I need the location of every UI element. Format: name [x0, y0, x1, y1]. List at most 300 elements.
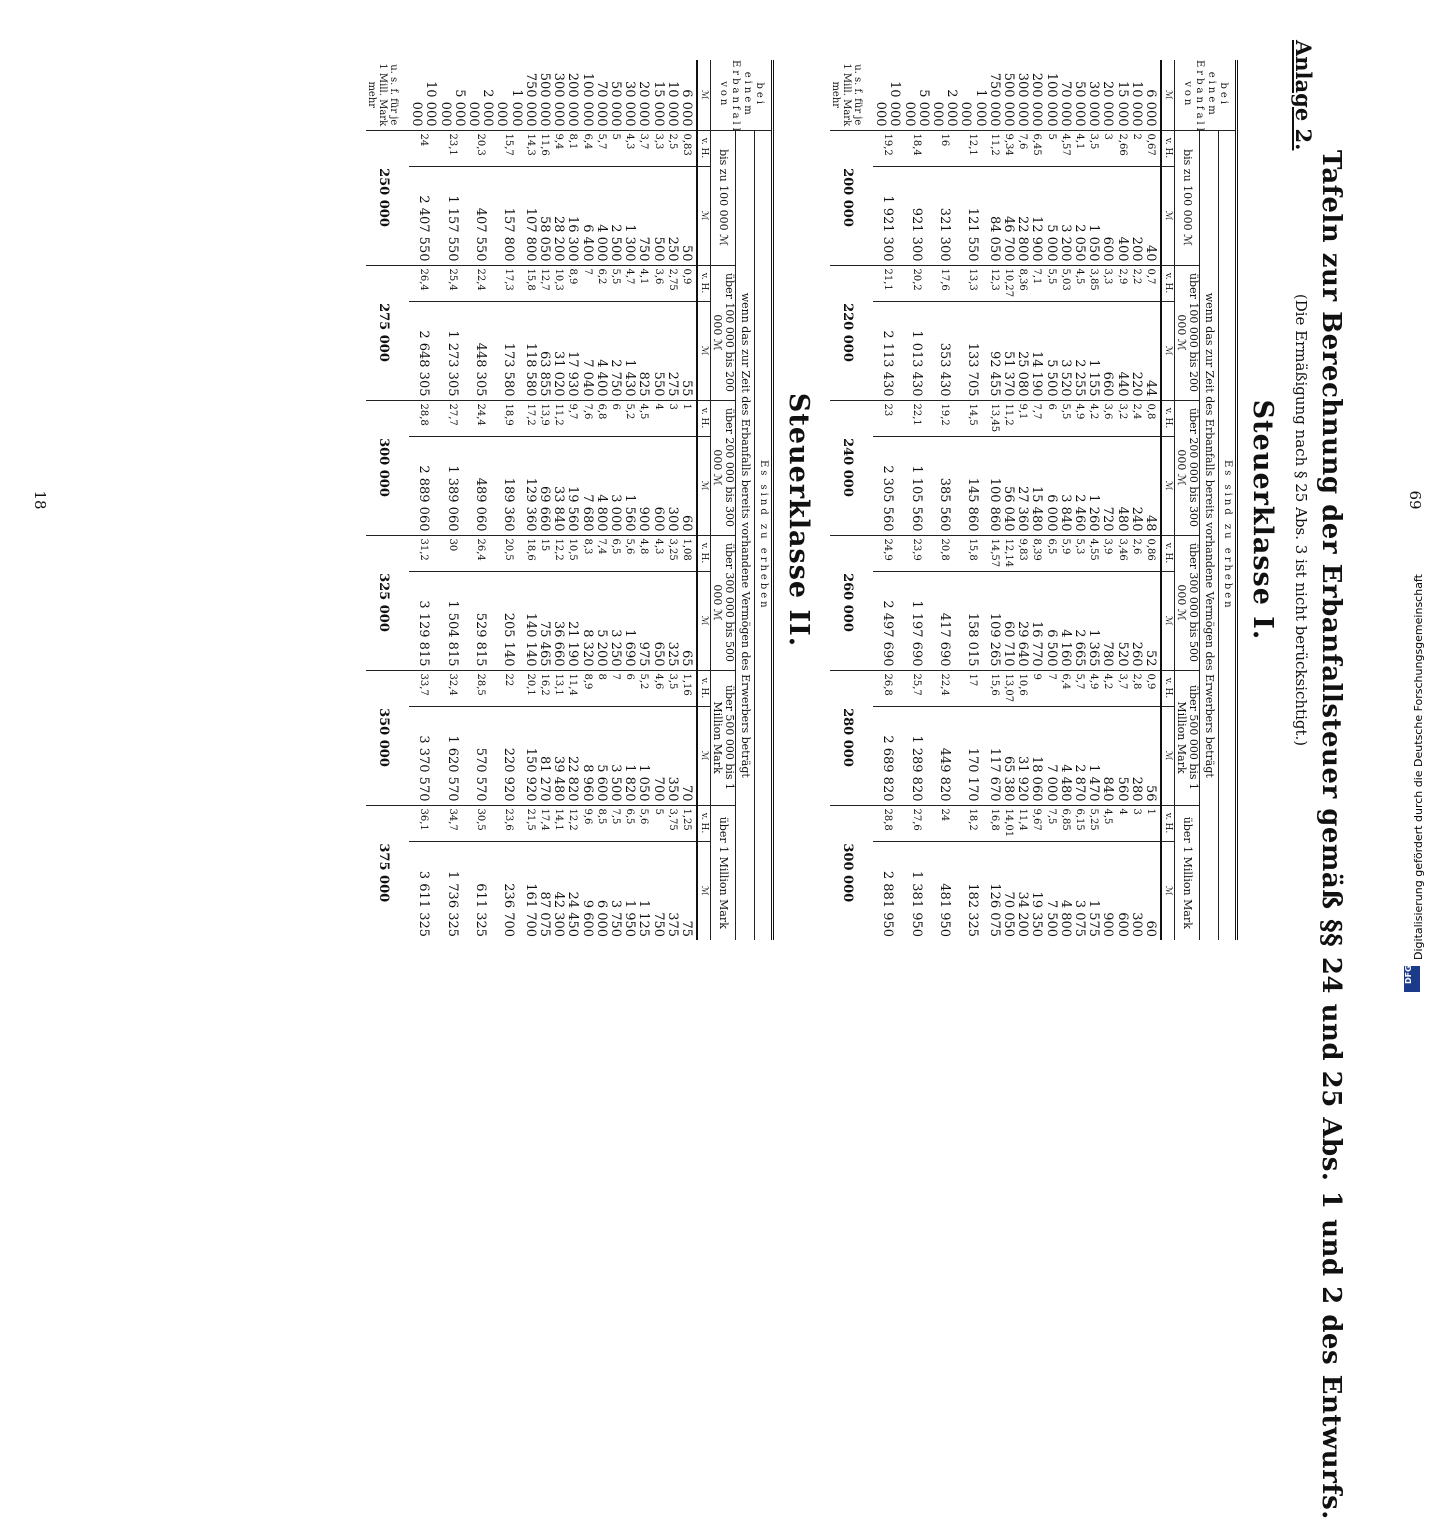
- table-cell: 5: [608, 130, 622, 166]
- table-cell: 0,7: [1143, 265, 1161, 301]
- table-cell: 3,7: [1114, 670, 1128, 706]
- table-cell: 28,8: [873, 805, 901, 841]
- table-row: [1058, 60, 1072, 940]
- table-cell: 0,8: [1143, 400, 1161, 436]
- table-cell: 449 820: [930, 706, 958, 805]
- table-cell: 4,6: [650, 670, 664, 706]
- table-cell: 2,2: [1129, 265, 1143, 301]
- table-cell: 3,3: [1100, 265, 1114, 301]
- table-cell: 4,8: [636, 535, 650, 571]
- table-cell: 6: [1043, 400, 1057, 436]
- table-cell: 8 960: [579, 706, 593, 805]
- unit-label: ℳ: [697, 301, 711, 400]
- table-row: [1043, 60, 1057, 940]
- table-cell: 385 560: [930, 436, 958, 535]
- bracket-header: über 200 000 bis 300 000 ℳ: [711, 400, 736, 535]
- table-cell: 600: [1114, 841, 1128, 940]
- table-cell: 56: [1143, 706, 1161, 805]
- table-cell: 1 050: [636, 706, 650, 805]
- table-cell: 4,5: [1072, 265, 1086, 301]
- table-cell: 15,8: [958, 535, 986, 571]
- table-cell: 3 000: [608, 436, 622, 535]
- table-cell: 11,2: [987, 130, 1001, 166]
- table-cell: 9 600: [579, 841, 593, 940]
- table-cell: 140 140: [523, 571, 537, 670]
- table-cell: 5 000 000: [901, 89, 931, 127]
- table-cell: 109 265: [987, 571, 1001, 670]
- table-cell: 15,7: [494, 130, 522, 166]
- table-cell: 21,1: [873, 265, 901, 301]
- per-million-label: u. s. f. für je 1 Mill. Mark mehr: [829, 63, 863, 127]
- table-cell: 2 000 000: [929, 89, 960, 127]
- table-cell: 1 820: [622, 706, 636, 805]
- table-cell: 19 560: [565, 436, 579, 535]
- table-cell: 25,4: [437, 265, 465, 301]
- table-cell: 9,67: [1029, 805, 1043, 841]
- dfg-logo: [1404, 966, 1420, 992]
- table-cell: 42 300: [551, 841, 565, 940]
- table-cell: 440: [1114, 301, 1128, 400]
- table-cell: 900: [1100, 841, 1114, 940]
- table-cell: 24: [930, 805, 958, 841]
- table-cell: 7,6: [579, 400, 593, 436]
- document-note: (Die Ermäßigung nach § 25 Abs. 3 ist nicht berücksichtigt.): [1292, 293, 1310, 747]
- table-cell: 750 000: [986, 72, 1002, 127]
- table-cell: 6,5: [608, 535, 622, 571]
- unit-label: v. H.: [1161, 670, 1175, 706]
- table-cell: 6,5: [622, 805, 636, 841]
- table-cell: 15 480: [1029, 436, 1043, 535]
- table-cell: 129 360: [523, 436, 537, 535]
- table-cell: 13,07: [1001, 670, 1015, 706]
- table-cell: 18 060: [1029, 706, 1043, 805]
- table-cell: 6,85: [1058, 805, 1072, 841]
- table-cell: 3: [1100, 130, 1114, 166]
- condition-header: wenn das zur Zeit des Erbanfalls bereits vorhandene Vermögen des Erwerbers beträgt: [736, 130, 755, 940]
- unit-label: ℳ: [1161, 706, 1175, 805]
- table-cell: 189 360: [494, 436, 522, 535]
- annex-label: Anlage 2.: [1291, 40, 1316, 151]
- table-cell: 26,8: [873, 670, 901, 706]
- table-cell: 3,5: [665, 670, 679, 706]
- table-row: [1015, 60, 1029, 940]
- table-cell: 2 881 950: [873, 841, 901, 940]
- table-cell: 3,5: [1086, 130, 1100, 166]
- table-cell: 10,6: [1015, 670, 1029, 706]
- table-cell: 8,39: [1029, 535, 1043, 571]
- table-cell: 3: [1129, 805, 1143, 841]
- per-million-value: 350 000: [366, 670, 409, 805]
- bracket-header: über 200 000 bis 300 000 ℳ: [1175, 400, 1200, 535]
- table-row: [636, 60, 650, 940]
- table-cell: 11,2: [551, 400, 565, 436]
- per-million-value: 300 000: [830, 805, 873, 940]
- table-cell: 3,7: [636, 130, 650, 166]
- table-cell: 7: [579, 265, 593, 301]
- table-cell: 100 860: [987, 436, 1001, 535]
- table-cell: 4 800: [594, 436, 608, 535]
- table-cell: 17,3: [494, 265, 522, 301]
- table-cell: 145 860: [958, 436, 986, 535]
- table-cell: 4 000: [594, 166, 608, 265]
- table-cell: 2 000 000: [465, 89, 496, 127]
- table-cell: 8,36: [1015, 265, 1029, 301]
- table-cell: 750 000: [522, 72, 538, 127]
- table-cell: 4,2: [1086, 400, 1100, 436]
- table-cell: 5,7: [594, 130, 608, 166]
- table-cell: 921 300: [901, 166, 929, 265]
- unit-label: ℳ: [697, 571, 711, 670]
- table-cell: 4,2: [1100, 670, 1114, 706]
- table-cell: 10 000: [664, 81, 680, 127]
- table-cell: 31 920: [1015, 706, 1029, 805]
- table-cell: 15,8: [523, 265, 537, 301]
- table-cell: 23,1: [437, 130, 465, 166]
- unit-label: ℳ: [697, 841, 711, 940]
- table-cell: 7,7: [1029, 400, 1043, 436]
- table-cell: 51 370: [1001, 301, 1015, 400]
- unit-label: v. H.: [1161, 805, 1175, 841]
- table-cell: 46 700: [1001, 166, 1015, 265]
- table-cell: 15,6: [987, 670, 1001, 706]
- table-cell: 500 000: [536, 72, 552, 127]
- table-cell: 173 580: [494, 301, 522, 400]
- per-million-value: 220 000: [830, 265, 873, 400]
- table-cell: 9,7: [565, 400, 579, 436]
- bracket-header: über 300 000 bis 500 000 ℳ: [1175, 535, 1200, 670]
- table-cell: 2,75: [665, 265, 679, 301]
- table-cell: 24: [409, 130, 437, 166]
- table-cell: 2: [1129, 130, 1143, 166]
- table-cell: 5,2: [636, 670, 650, 706]
- table-cell: 4,5: [636, 400, 650, 436]
- table-cell: 20,1: [523, 670, 537, 706]
- table-cell: 126 075: [987, 841, 1001, 940]
- table-cell: 2 113 430: [873, 301, 901, 400]
- table-row: [987, 60, 1001, 940]
- table-cell: 1 157 550: [437, 166, 465, 265]
- table-cell: 2 889 060: [409, 436, 437, 535]
- unit-label: v. H.: [697, 535, 711, 571]
- table-cell: 81 270: [537, 706, 551, 805]
- table-cell: 1 381 950: [901, 841, 929, 940]
- table-cell: 118 580: [523, 301, 537, 400]
- table-cell: 7,5: [608, 805, 622, 841]
- table-cell: 18,2: [958, 805, 986, 841]
- table-cell: 28,8: [409, 400, 437, 436]
- table-cell: 6: [608, 400, 622, 436]
- table-cell: 29 640: [1015, 571, 1029, 670]
- table-cell: 2 460: [1072, 436, 1086, 535]
- table-cell: 121 550: [958, 166, 986, 265]
- table-cell: 31,2: [409, 535, 437, 571]
- table-cell: 10,5: [565, 535, 579, 571]
- table-cell: 5,6: [636, 805, 650, 841]
- table-cell: 236 700: [494, 841, 522, 940]
- table-cell: 2 870: [1072, 706, 1086, 805]
- table-cell: 3,85: [1086, 265, 1100, 301]
- table-cell: 1 921 300: [873, 166, 901, 265]
- table-cell: 1 050: [1086, 166, 1100, 265]
- table-cell: 17: [958, 670, 986, 706]
- table-cell: 3 129 815: [409, 571, 437, 670]
- table-cell: 7 680: [579, 436, 593, 535]
- table-cell: 60 710: [1001, 571, 1015, 670]
- table-cell: 170 170: [958, 706, 986, 805]
- table-cell: 600: [650, 436, 664, 535]
- table-cell: 6,45: [1029, 130, 1043, 166]
- table-cell: 1 389 060: [437, 436, 465, 535]
- table-cell: 1 736 325: [437, 841, 465, 940]
- table-cell: 60: [1143, 841, 1161, 940]
- table-cell: 500: [650, 166, 664, 265]
- table-cell: 14,5: [958, 400, 986, 436]
- table-cell: 325: [665, 571, 679, 670]
- table-cell: 12,7: [537, 265, 551, 301]
- table-cell: 4 800: [1058, 841, 1072, 940]
- table-row: [466, 60, 494, 940]
- table-cell: 92 455: [987, 301, 1001, 400]
- table-cell: 27,7: [437, 400, 465, 436]
- table-cell: 20 000: [1100, 81, 1116, 127]
- table-cell: 5: [650, 805, 664, 841]
- bracket-header: über 100 000 bis 200 000 ℳ: [1175, 265, 1200, 400]
- table-cell: 353 430: [930, 301, 958, 400]
- table-cell: 17 930: [565, 301, 579, 400]
- table-cell: 107 800: [523, 166, 537, 265]
- table-row: [608, 60, 622, 940]
- table-cell: 20,8: [930, 535, 958, 571]
- table-cell: 529 815: [466, 571, 494, 670]
- table-cell: 30 000: [622, 81, 638, 127]
- table-cell: 5,3: [1072, 535, 1086, 571]
- table-cell: 23,9: [901, 535, 929, 571]
- table-cell: 5,2: [622, 400, 636, 436]
- table-cell: 22,4: [930, 670, 958, 706]
- table-row: [665, 60, 679, 940]
- table-cell: 2,9: [1114, 265, 1128, 301]
- table-cell: 70: [679, 706, 697, 805]
- unit-label: ℳ: [697, 60, 711, 130]
- table-cell: 840: [1100, 706, 1114, 805]
- erbanfall-header: bei einem Erbanfall von: [1175, 60, 1237, 130]
- table-cell: 158 015: [958, 571, 986, 670]
- table-cell: 6 000: [1043, 436, 1057, 535]
- table-cell: 6,5: [1043, 535, 1057, 571]
- condition-header: wenn das zur Zeit des Erbanfalls bereits vorhandene Vermögen des Erwerbers beträgt: [1200, 130, 1219, 940]
- table-cell: 780: [1100, 571, 1114, 670]
- table-cell: 0,86: [1143, 535, 1161, 571]
- table-cell: 3 840: [1058, 436, 1072, 535]
- table-cell: 19,2: [930, 400, 958, 436]
- table-cell: 1 013 430: [901, 301, 929, 400]
- table-cell: 14 190: [1029, 301, 1043, 400]
- table-cell: 1 260: [1086, 436, 1100, 535]
- table-cell: 20,5: [494, 535, 522, 571]
- table-cell: 750: [636, 166, 650, 265]
- table-cell: 6 400: [579, 166, 593, 265]
- table-cell: 6: [622, 670, 636, 706]
- table-cell: 19 350: [1029, 841, 1043, 940]
- table-cell: 4,3: [650, 535, 664, 571]
- table-cell: 6 000: [679, 89, 694, 127]
- table-cell: 260: [1129, 571, 1143, 670]
- table-cell: 55: [679, 301, 697, 400]
- table-cell: 5 000: [1043, 166, 1057, 265]
- table-cell: 36 660: [551, 571, 565, 670]
- table-cell: 9: [1029, 670, 1043, 706]
- per-million-value: 375 000: [366, 805, 409, 940]
- table-cell: 16 300: [565, 166, 579, 265]
- table-cell: 9,4: [551, 130, 565, 166]
- table-cell: 1 690: [622, 571, 636, 670]
- table-cell: 26,4: [409, 265, 437, 301]
- table-cell: 6 000: [594, 841, 608, 940]
- table-cell: 7: [608, 670, 622, 706]
- table-cell: 650: [650, 571, 664, 670]
- table-cell: 25 080: [1015, 301, 1029, 400]
- document-heading: Tafeln zur Berechnung der Erbanfallsteuer gemäß §§ 24 und 25 Abs. 1 und 2 des Entwurfs.: [1316, 150, 1346, 1520]
- table-cell: 550: [650, 301, 664, 400]
- table-cell: 205 140: [494, 571, 522, 670]
- table-cell: 17,2: [523, 400, 537, 436]
- table-cell: 30: [437, 535, 465, 571]
- table-cell: 26,4: [466, 535, 494, 571]
- table-cell: 15 000: [650, 81, 666, 127]
- table-cell: 10 000 000: [873, 81, 903, 127]
- table-cell: 31 020: [551, 301, 565, 400]
- table-cell: 11,4: [565, 670, 579, 706]
- table-cell: 7,6: [1015, 130, 1029, 166]
- bracket-header: bis zu 100 000 ℳ: [711, 130, 736, 265]
- unit-label: ℳ: [1161, 841, 1175, 940]
- table-cell: 3 370 570: [409, 706, 437, 805]
- table-cell: 1 273 305: [437, 301, 465, 400]
- table-cell: 4 480: [1058, 706, 1072, 805]
- class-2-title: Steuerklasse II.: [783, 392, 814, 648]
- table-cell: 375: [665, 841, 679, 940]
- table-cell: 600: [1100, 166, 1114, 265]
- table-cell: 24 450: [565, 841, 579, 940]
- table-cell: 300: [665, 436, 679, 535]
- table-cell: 117 670: [987, 706, 1001, 805]
- table-cell: 6,2: [594, 265, 608, 301]
- per-million-row: [830, 60, 873, 940]
- table-cell: 22,4: [466, 265, 494, 301]
- table-cell: 2 750: [608, 301, 622, 400]
- table-cell: 70 050: [1001, 841, 1015, 940]
- table-cell: 16 770: [1029, 571, 1043, 670]
- table-row: [873, 60, 901, 940]
- table-row: [437, 60, 465, 940]
- table-cell: 65 380: [1001, 706, 1015, 805]
- table-cell: 3,3: [650, 130, 664, 166]
- table-cell: 13,9: [537, 400, 551, 436]
- table-cell: 250: [665, 166, 679, 265]
- table-row: [1001, 60, 1015, 940]
- table-cell: 7,5: [1043, 805, 1057, 841]
- unit-label: v. H.: [697, 400, 711, 436]
- table-cell: 400: [1114, 166, 1128, 265]
- table-row: [1114, 60, 1128, 940]
- unit-label: ℳ: [1161, 571, 1175, 670]
- table-cell: 220 920: [494, 706, 522, 805]
- table-cell: 5,03: [1058, 265, 1072, 301]
- table-cell: 200 000: [565, 72, 581, 127]
- table-row: [650, 60, 664, 940]
- table-cell: 19,2: [873, 130, 901, 166]
- table-cell: 9,34: [1001, 130, 1015, 166]
- per-million-value: 250 000: [366, 130, 409, 265]
- bracket-header: über 500 000 bis 1 Million Mark: [711, 670, 736, 805]
- table-cell: 22 800: [1015, 166, 1029, 265]
- bracket-header: über 300 000 bis 500 000 ℳ: [711, 535, 736, 670]
- table-cell: 1: [679, 400, 697, 436]
- table-cell: 52: [1143, 571, 1161, 670]
- table-cell: 700: [650, 706, 664, 805]
- unit-label: v. H.: [1161, 400, 1175, 436]
- per-million-row: [366, 60, 409, 940]
- table-cell: 13,3: [958, 265, 986, 301]
- table-cell: 18,9: [494, 400, 522, 436]
- table-cell: 22,1: [901, 400, 929, 436]
- table-cell: 3 200: [1058, 166, 1072, 265]
- table-cell: 16,8: [987, 805, 1001, 841]
- table-cell: 14,57: [987, 535, 1001, 571]
- table-cell: 27,6: [901, 805, 929, 841]
- table-cell: 10,3: [551, 265, 565, 301]
- table-row: [622, 60, 636, 940]
- table-cell: 5 600: [594, 706, 608, 805]
- table-cell: 2,4: [1129, 400, 1143, 436]
- table-cell: 25,7: [901, 670, 929, 706]
- table-cell: 1 000 000: [494, 89, 524, 127]
- table-cell: 39 480: [551, 706, 565, 805]
- per-million-value: 300 000: [366, 400, 409, 535]
- table-cell: 36,1: [409, 805, 437, 841]
- table-cell: 3,6: [650, 265, 664, 301]
- table-cell: 3 500: [608, 706, 622, 805]
- table-cell: 1 197 690: [901, 571, 929, 670]
- table-cell: 6 000: [1143, 89, 1158, 127]
- table-cell: 8: [594, 670, 608, 706]
- page-number: 69: [1406, 490, 1424, 510]
- table-cell: 17,6: [930, 265, 958, 301]
- table-cell: 8,5: [594, 805, 608, 841]
- table-cell: 20 000: [636, 81, 652, 127]
- table-cell: 16: [930, 130, 958, 166]
- table-cell: 1,25: [679, 805, 697, 841]
- table-cell: 11,2: [1001, 400, 1015, 436]
- unit-label: v. H.: [1161, 265, 1175, 301]
- table-cell: 2,66: [1114, 130, 1128, 166]
- table-cell: 6 500: [1043, 571, 1057, 670]
- table-cell: 611 325: [466, 841, 494, 940]
- table-cell: 12 900: [1029, 166, 1043, 265]
- table-cell: 2,8: [1129, 670, 1143, 706]
- table-cell: 300: [1129, 841, 1143, 940]
- table-cell: 14,3: [523, 130, 537, 166]
- table-row: [1100, 60, 1114, 940]
- table-cell: 4,9: [1086, 670, 1100, 706]
- table-cell: 2 497 690: [873, 571, 901, 670]
- table-cell: 3,2: [1114, 400, 1128, 436]
- group-header: Es sind zu erheben: [1219, 130, 1237, 940]
- table-cell: 21,5: [523, 805, 537, 841]
- table-cell: 33,7: [409, 670, 437, 706]
- table-cell: 4 400: [594, 301, 608, 400]
- table-cell: 1 430: [622, 301, 636, 400]
